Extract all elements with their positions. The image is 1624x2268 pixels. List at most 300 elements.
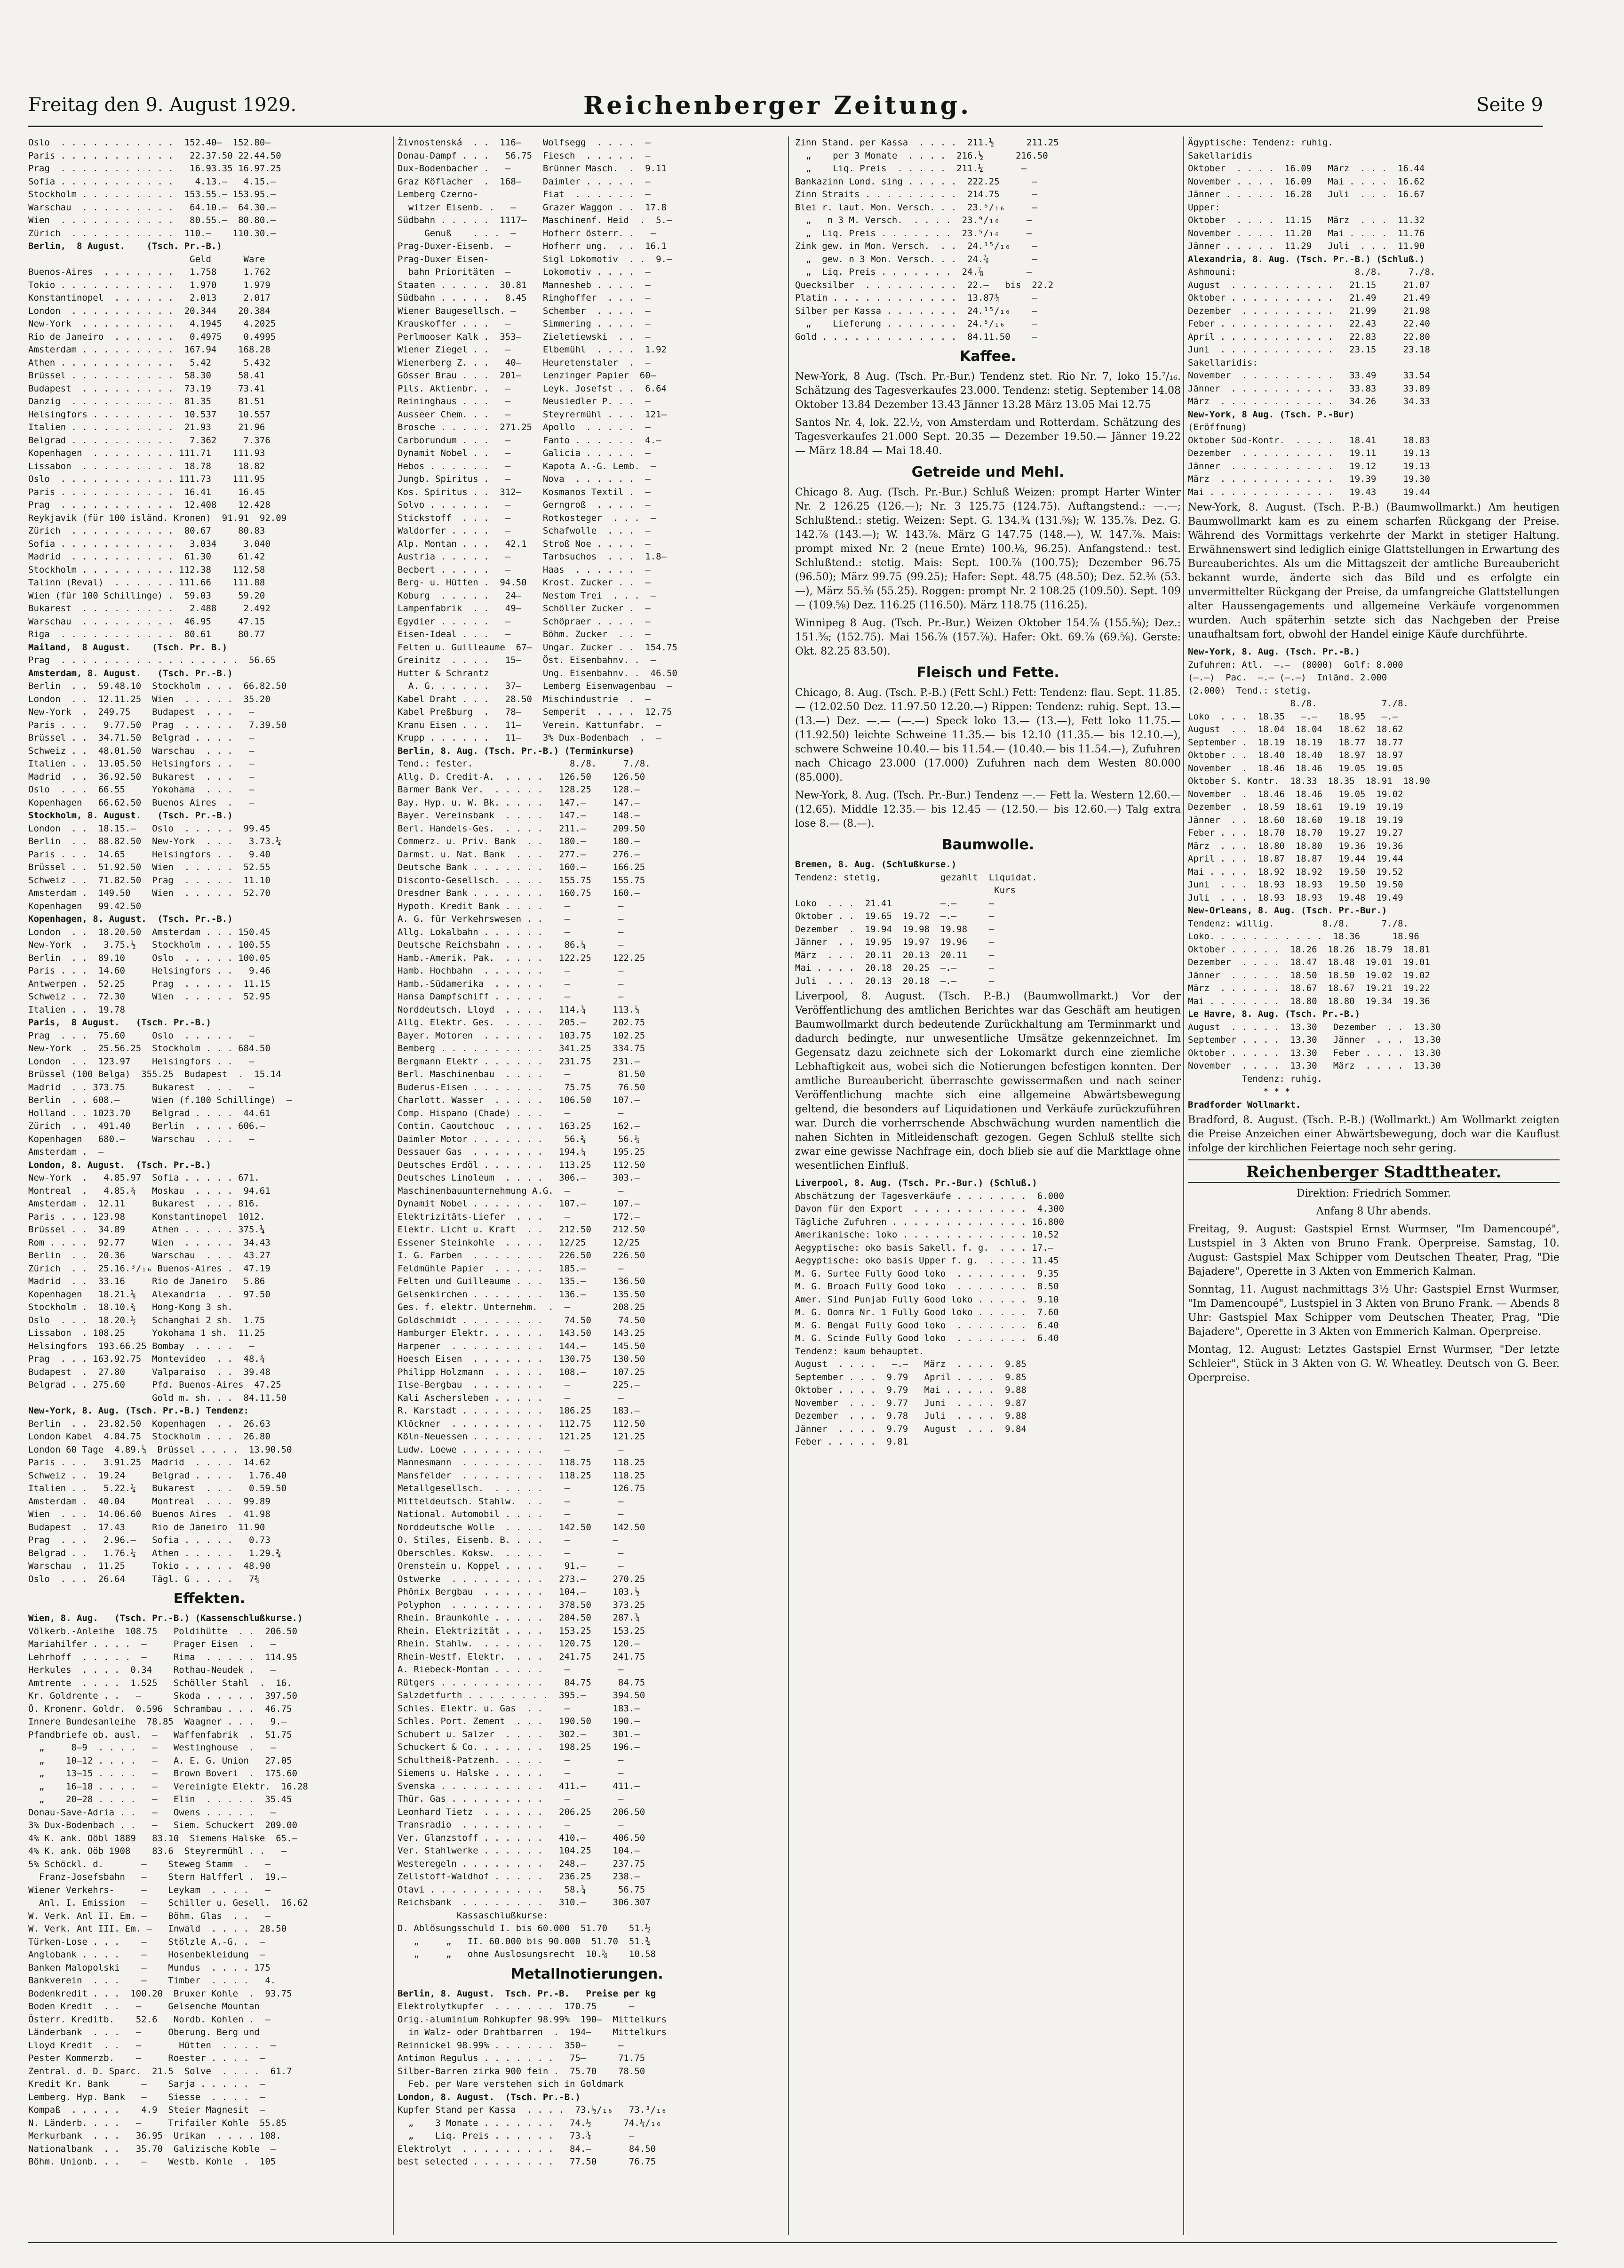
text-line: New-York . 25.56.25 Stockholm . . . 684.50 bbox=[28, 1043, 271, 1054]
text-line: Lissabon . . . . . . . . . 18.78 18.82 bbox=[28, 461, 265, 471]
text-line: Schles. Elektr. u. Gas . . — 183.— bbox=[398, 1703, 640, 1714]
text-line: Ludw. Loewe . . . . . . . . — — bbox=[398, 1444, 624, 1455]
market-heading: New-York, 8 Aug. (Tsch. P.-Bur) bbox=[1188, 409, 1355, 420]
text-line: O. Stiles, Eisenb. B. . . . — — bbox=[398, 1535, 618, 1545]
text-line: M. G. Oomra Nr. 1 Fully Good loko . . . . . 7.60 bbox=[795, 1307, 1059, 1318]
text-line: Hansa Dampfschiff . . . . . — — bbox=[398, 991, 624, 1002]
text-line: Schultheiß-Patzenh. . . . . — — bbox=[398, 1755, 624, 1765]
text-line: Allg. Lokalbahn . . . . . . — — bbox=[398, 926, 624, 937]
text-line: Hebos . . . . . . — Kapota A.-G. Lemb. — bbox=[398, 461, 656, 471]
text-line: Leonhard Tietz . . . . . . 206.25 206.50 bbox=[398, 1806, 645, 1817]
text-line: 8./8. 7./8. bbox=[1188, 698, 1409, 709]
text-line: Lloyd Kredit . . — Hütten . . . . — bbox=[28, 2040, 276, 2051]
text-line: Stockholm . . . . . . . . . 153.55.— 153.95.— bbox=[28, 189, 276, 200]
text-line: Hamb.-Südamerika . . . . . — — bbox=[398, 978, 624, 989]
text-line: Kopenhagen 18.21.⅛ Alexandria . . 97.50 bbox=[28, 1289, 271, 1300]
text-line: Nationalbank . . 35.70 Galizische Koble — bbox=[28, 2143, 276, 2154]
text-line: A. G. für Verkehrswesen . . — — bbox=[398, 914, 624, 924]
text-line: Egydier . . . . . — Schöpraer . . . . — bbox=[398, 616, 651, 627]
text-line: „ Liq. Preis . . . . . . . 23.⁵/₁₆ — bbox=[795, 228, 1032, 239]
text-line: Tendenz: willig. 8./8. 7./8. bbox=[1188, 918, 1409, 929]
text-line: Alp. Montan . . . 42.1 Stroß Noe . . . . — bbox=[398, 538, 651, 549]
report-paragraph: Chicago 8. Aug. (Tsch. Pr.-Bur.) Schluß Weizen: prompt Harter Winter Nr. 2 126.25 (126.—); Nr. 3 125.75 (124.75). Auftangstend.: —.—; Schlußtend.: stetig. Weizen: Sept. G. 134.¾ (131.⅝); W. 135.⅞. Dez. G. 142.⅞ (143.—); W. 143.⅞. März G 147.75 (148.—), W. 147.⅞. Mais: prompt mixed Nr. 2 (neue Ernte) 100.⅛, 96.25). Anfangstend.: test. Schlußtend.: stetig. Mais: Sept. 100.⅞ (100.75); Dezember 96.75 (96.50); März 99.75 (99.25); Hafer: Sept. 48.75 (48.50); Dez. 52.⅜ (53.—), März 55.⅝ (55.25). Roggen: prompt Nr. 2 108.25 (109.50). Sept. 109 — (109.⅝) Dez. 116.25 (116.50). März 118.75 (116.25). bbox=[795, 487, 1181, 611]
text-line: März . . . . . . . . . . . 19.39 19.30 bbox=[1188, 474, 1430, 484]
text-line: Jänner . . 19.95 19.97 19.96 — bbox=[795, 937, 995, 947]
text-line: Helsingfors . . . . . . . . 10.537 10.557 bbox=[28, 409, 271, 420]
text-line: Allg. D. Credit-A. . . . . 126.50 126.50 bbox=[398, 771, 645, 782]
text-line: Stockholm . . . . . . . . . 112.38 112.58 bbox=[28, 564, 265, 575]
column-divider bbox=[1183, 136, 1184, 2235]
market-heading: Bradforder Wollmarkt. bbox=[1188, 1099, 1301, 1110]
text-line: Mai . . . . 20.18 20.25 —.— — bbox=[795, 963, 995, 973]
text-line: Südbahn . . . . . 8.45 Ringhoffer . . . — bbox=[398, 293, 651, 303]
text-line: Berlin . . 23.82.50 Kopenhagen . . 26.63 bbox=[28, 1418, 271, 1429]
text-line: Paris . . . 14.60 Helsingfors . . 9.46 bbox=[28, 966, 271, 976]
report-paragraph: Liverpool, 8. August. (Tsch. P.-B.) (Baumwollmarkt.) Vor der Veröffentlichung des amtlichen Berichtes war das Geschäft am heutigen Baumwollmarkt durch bedeutende Zurückhaltung am Terminmarkt und dadurch bedingte, nur unwesentliche Umsätze gekennzeichnet. Im Gegensatz dazu zeichnete sich der Lokomarkt durch eine ziemliche Lebhaftigkeit aus, wobei sich die Notierungen befestigen konnten. Der amtliche Bureaubericht überraschte gewissermaßen und nach seiner Veröffentlichung machte sich eine allgemeine Abwärtsbewegung geltend, die besonders auf Liquidationen und Verkäufe zurückzuführen war. Durch die vorherrschende Abschwächung wurden namentlich die nahen Sichten in Mitleidenschaft gezogen. Gegen Schluß stellte sich zwar eine gewisse Nachfrage ein, doch blieb sie auf die Marktlage ohne wesentlichen Einfluß. bbox=[795, 990, 1181, 1172]
text-line: Jänner . . . . 9.79 August . . . 9.84 bbox=[795, 1423, 1027, 1434]
text-line: Mariahilfer . . . . — Prager Eisen . — bbox=[28, 1639, 276, 1649]
text-line: Berlin . . 88.82.50 New-York . . . 3.73.¼ bbox=[28, 836, 281, 847]
text-line: London . . 18.20.50 Amsterdam . . . 150.45 bbox=[28, 926, 271, 937]
text-line: Kredit Kr. Bank — Sarja . . . . . — bbox=[28, 2079, 265, 2089]
text-line: Berlin . . 89.10 Oslo . . . . . 100.05 bbox=[28, 952, 271, 963]
text-line: London . . 18.15.— Oslo . . . . . 99.45 bbox=[28, 823, 271, 834]
text-line: Oktober . . 18.40 18.40 18.97 18.97 bbox=[1188, 750, 1403, 760]
text-line: Brüssel (100 Belga) 355.25 Budapest . 15.14 bbox=[28, 1069, 281, 1079]
market-heading: Stockholm, 8. August. (Tsch. Pr.-B.) bbox=[28, 810, 233, 821]
text-line: Pester Kommerzb. — Roester . . . . — bbox=[28, 2053, 265, 2063]
text-line: Sakellaridis: bbox=[1188, 357, 1258, 368]
text-line: November . . . . 11.20 Mai . . . . 11.76 bbox=[1188, 228, 1425, 239]
text-line: Zentral. d. D. Sparc. 21.5 Solve . . . . 61.7 bbox=[28, 2066, 292, 2076]
text-line: „ 13—15 . . . . — Brown Boveri . 175.60 bbox=[28, 1768, 297, 1779]
text-line: Koburg . . . . . 24— Nestom Trei . . . — bbox=[398, 590, 656, 601]
text-line: Gelsenkirchen . . . . . . . 136.— 135.50 bbox=[398, 1289, 645, 1300]
text-line: September . . . . 13.30 Jänner . . . 13.30 bbox=[1188, 1035, 1441, 1045]
text-line: Italien . . 13.05.50 Helsingfors . . — bbox=[28, 759, 255, 769]
market-heading: Kopenhagen, 8. August. (Tsch. Pr.-B.) bbox=[28, 914, 233, 924]
text-line: Bayer. Vereinsbank . . . . 147.— 148.— bbox=[398, 810, 640, 821]
text-line: Davon für den Export . . . . . . . . . . . 4.300 bbox=[795, 1204, 1064, 1214]
text-line: R. Karstadt . . . . . . . . 186.25 183.— bbox=[398, 1406, 640, 1416]
text-line: Aegyptische: oko basis Sakell. f. g. . . . 17.— bbox=[795, 1242, 1054, 1253]
text-line: Schweiz . . 19.24 Belgrad . . . . 1.76.40 bbox=[28, 1470, 287, 1481]
text-line: Sofia . . . . . . . . . . . 4.13.— 4.15.— bbox=[28, 176, 276, 187]
text-line: Krupp . . . . . . 11— 3% Dux-Bodenbach . — bbox=[398, 733, 661, 743]
text-line: Rhein. Braunkohle . . . . . 284.50 287.¾ bbox=[398, 1613, 640, 1623]
text-line: Amer. Sind Punjab Fully Good loko . . . . . 9.10 bbox=[795, 1294, 1059, 1305]
text-line: November . . . . . . . . . 33.49 33.54 bbox=[1188, 370, 1430, 381]
text-line: W. Verk. Ant III. Em. — Inwald . . . . 28.50 bbox=[28, 1924, 287, 1934]
text-line: Otavi . . . . . . . . . . . 58.¾ 56.75 bbox=[398, 1884, 645, 1895]
text-line: Oktober . . . . . . . . . . 21.49 21.49 bbox=[1188, 293, 1430, 303]
text-line: Belgrad . . 275.60 Pfd. Buenos-Aires 47.25 bbox=[28, 1380, 281, 1390]
text-line: Wien (für 100 Schillinge) . 59.03 59.20 bbox=[28, 590, 265, 601]
market-heading: Mailand, 8 August. (Tsch. Pr. B.) bbox=[28, 642, 228, 653]
text-line: Berl. Handels-Ges. . . . . 211.— 209.50 bbox=[398, 823, 645, 834]
text-line: Felten u. Guilleaume 67— Ungar. Zucker . . 154.75 bbox=[398, 642, 677, 653]
text-line: Warschau . . . . . . . . . 46.95 47.15 bbox=[28, 616, 265, 627]
text-line: Salzdetfurth . . . . . . . . 395.— 394.50 bbox=[398, 1690, 645, 1701]
text-line: Dezember . 18.59 18.61 19.19 19.19 bbox=[1188, 802, 1403, 812]
text-line: April . . . 18.87 18.87 19.44 19.44 bbox=[1188, 854, 1403, 864]
text-line: Madrid . . 33.16 Rio de Janeiro 5.86 bbox=[28, 1276, 265, 1286]
text-line: Rhein. Elektrizität . . . . 153.25 153.25 bbox=[398, 1625, 645, 1636]
text-line: Budapest . 17.43 Rio de Janeiro 11.90 bbox=[28, 1522, 265, 1533]
text-line: Gösser Brau . . . 201— Lenzinger Papier 60— bbox=[398, 370, 656, 381]
text-line: Greinitz . . . . 15— Öst. Eisenbahnv. . — bbox=[398, 655, 656, 665]
text-line: Juni . . . 18.93 18.93 19.50 19.50 bbox=[1188, 879, 1403, 890]
text-line: Thür. Gas . . . . . . . . . — — bbox=[398, 1794, 624, 1804]
text-line: London Kabel 4.84.75 Stockholm . . . 26.80 bbox=[28, 1431, 271, 1442]
section-title: Getreide und Mehl. bbox=[911, 464, 1065, 480]
text-line: Philipp Holzmann . . . . . 108.— 107.25 bbox=[398, 1366, 645, 1377]
text-line: Donau-Save-Adria . . — Owens . . . . . — bbox=[28, 1807, 276, 1818]
text-line: Kopenhagen 680.— Warschau . . . — bbox=[28, 1134, 255, 1144]
report-paragraph: New-York, 8. August. (Tsch. P.-B.) (Baumwollmarkt.) Am heutigen Baumwollmarkt kam es zu einem scharfen Rückgang der Preise. Während des Vormittags verkehrte der Markt in stetiger Haltung. Erwähnenswert sind lediglich einige Glattstellungen in Erwartung des Bureauberichtes. Als um die Mittagszeit der amtliche Bureaubericht bekannt wurde, änderte sich das Bild und es erfolgte ein unvermittelter Rückgang der Preise, da umfangreiche Glattstellungen alter Haussengagements und allgemeine Verkäufe vorgenommen wurden. Auch späterhin setzte sich das Nachgeben der Preise unaufhaltsam fort, obwohl der Handel einige Käufe durchführte. bbox=[1188, 502, 1560, 640]
text-line: W. Verk. Anl II. Em. — Böhm. Glas . . — bbox=[28, 1910, 271, 1921]
text-line: bahn Prioritäten — Lokomotiv . . . . — bbox=[398, 267, 651, 277]
text-line: Orig.-aluminium Rohkupfer 98.99% 190— Mittelkurs bbox=[398, 2014, 667, 2025]
market-heading: New-Orleans, 8. Aug. (Tsch. Pr.-Bur.) bbox=[1188, 905, 1387, 916]
text-line: Bukarest . . . . . . . . . 2.488 2.492 bbox=[28, 603, 271, 614]
text-line: „ Liq. Preis . . . . . 211.¼ — bbox=[795, 163, 1027, 174]
text-line: Gold . . . . . . . . . . . . . 84.11.50 — bbox=[795, 331, 1037, 342]
theater-info: Anfang 8 Uhr abends. bbox=[1316, 1206, 1432, 1217]
report-paragraph: Winnipeg 8 Aug. (Tsch. Pr.-Bur.) Weizen Oktober 154.⅞ (155.⅝); Dez.: 151.⅜; (152.75). Mai 156.⅞ (157.⅞). Hafer: Okt. 69.⅞ (69.⅝). Gerste: Okt. 82.25 83.50). bbox=[795, 617, 1181, 657]
market-heading: Berlin, 8. August. Tsch. Pr.-B. Preise per kg bbox=[398, 1988, 656, 1999]
text-line: Südbahn . . . . . 1117— Maschinenf. Heid . 5.— bbox=[398, 215, 672, 225]
text-line: Graz Köflacher . 168— Daimler . . . . . — bbox=[398, 176, 651, 187]
text-line: Wien . . . . . . . . . . . 80.55.— 80.80.— bbox=[28, 215, 276, 225]
text-line: New-York . 3.75.½ Stockholm . . . 100.55 bbox=[28, 940, 271, 950]
text-line: Jänner . . 18.60 18.60 19.18 19.19 bbox=[1188, 815, 1403, 825]
text-line: Buenos-Aires . . . . . . . 1.758 1.762 bbox=[28, 267, 271, 277]
text-line: Felten und Guilleaume . . . 135.— 136.50 bbox=[398, 1276, 645, 1286]
text-line: Zinn Stand. per Kassa . . . . 211.½ 211.25 bbox=[795, 137, 1059, 148]
text-line: Amsterdam . 12.11 Bukarest . . . 816. bbox=[28, 1198, 260, 1209]
text-line: Lehrhoff . . . . . — Rima . . . . . 114.95 bbox=[28, 1652, 297, 1662]
text-line: Schles. Port. Zement . . . 190.50 190.— bbox=[398, 1716, 640, 1726]
text-line: Charlott. Wasser . . . . . 106.50 107.— bbox=[398, 1095, 640, 1105]
column-2 bbox=[398, 136, 776, 2240]
text-line: M. G. Scinde Fully Good loko . . . . . . . 6.40 bbox=[795, 1333, 1059, 1343]
text-line: Feber . . . . . 9.81 bbox=[795, 1437, 908, 1447]
text-line: Paris . . . . . . . . . . . 16.41 16.45 bbox=[28, 487, 265, 497]
section-title: Kaffee. bbox=[960, 348, 1016, 365]
text-line: Oktober . . 19.65 19.72 —.— — bbox=[795, 911, 995, 921]
text-line: Franz-Josefsbahn — Stern Halfferl . 19.— bbox=[28, 1872, 287, 1882]
text-line: 5% Schöckl. d. — Steweg Stamm . — bbox=[28, 1859, 271, 1869]
text-line: London . . . . . . . . . . 20.344 20.384 bbox=[28, 305, 271, 316]
text-line: „ 16—18 . . . . — Vereinigte Elektr. 16.28 bbox=[28, 1781, 308, 1792]
text-line: Anglobank . . . . — Hosenbekleidung — bbox=[28, 1949, 265, 1960]
text-line: Mai . . . . . . . 18.80 18.80 19.34 19.36 bbox=[1188, 996, 1430, 1006]
text-line: Comp. Hispano (Chade) . . . — — bbox=[398, 1108, 624, 1118]
text-line: Bayer. Motoren . . . . . . 103.75 102.25 bbox=[398, 1030, 645, 1041]
market-heading: Berlin, 8. Aug. (Tsch. Pr.-B.) (Terminkurse) bbox=[398, 745, 635, 756]
text-line: „ „ II. 60.000 bis 90.000 51.70 51.¾ bbox=[398, 1936, 651, 1947]
text-line: Paris . . . 123.98 Konstantinopel 1012. bbox=[28, 1211, 265, 1222]
text-line: I. G. Farben . . . . . . . 226.50 226.50 bbox=[398, 1250, 645, 1261]
text-line: Madrid . . 36.92.50 Bukarest . . . — bbox=[28, 771, 255, 782]
text-line: März . . . 18.80 18.80 19.36 19.36 bbox=[1188, 840, 1403, 851]
page-header bbox=[28, 89, 1543, 127]
text-line: Helsingfors 193.66.25 Bombay . . . . — bbox=[28, 1341, 255, 1351]
text-line: Zürich . . 25.16.³/₁₆ Buenos-Aires . 47.19 bbox=[28, 1263, 271, 1274]
text-line: Dynamit Nobel . . . . . . . 107.— 107.— bbox=[398, 1198, 640, 1209]
text-line: „ gew. n 3 Mon. Versch. . . 24.⅞ — bbox=[795, 254, 1037, 264]
text-line: Quecksilber . . . . . . . . . 22.— bis 22.2 bbox=[795, 280, 1054, 290]
text-line: Tägliche Zufuhren . . . . . . . . . . . . . 16.800 bbox=[795, 1216, 1064, 1227]
text-line: „ 8—9 . . . . — Westinghouse . — bbox=[28, 1742, 276, 1753]
text-line: Loko . . . 21.41 —.— — bbox=[795, 898, 995, 909]
text-line: Schweiz . . 71.82.50 Prag . . . . . 11.10 bbox=[28, 875, 271, 886]
text-line: Amsterdam . . . . . . . . . 167.94 168.28 bbox=[28, 344, 271, 355]
market-heading: London, 8. August. (Tsch. Pr.-B.) bbox=[398, 2092, 581, 2102]
text-line: „ n 3 M. Versch. . . . . 23.⁹/₁₆ — bbox=[795, 215, 1032, 225]
text-line: Siemens u. Halske . . . . . — — bbox=[398, 1768, 624, 1778]
market-heading: Bremen, 8. Aug. (Schlußkurse.) bbox=[795, 859, 957, 870]
text-line: Ostwerke . . . . . . . . . 273.— 270.25 bbox=[398, 1573, 645, 1584]
text-line: Disconto-Gesellsch. . . . . 155.75 155.75 bbox=[398, 875, 645, 886]
theater-info: Direktion: Friedrich Sommer. bbox=[1296, 1188, 1451, 1199]
column-4 bbox=[1188, 136, 1560, 2240]
text-line: Montreal . 4.85.¾ Moskau . . . . 94.61 bbox=[28, 1185, 271, 1196]
text-line: Zufuhren: Atl. —.— (8000) Golf: 8.000 bbox=[1188, 659, 1403, 670]
text-line: Boden Kredit . . — Gelsenche Mountan bbox=[28, 2001, 260, 2012]
text-line: Banken Malopolski — Mundus . . . . 175 bbox=[28, 1962, 271, 1973]
text-line: Loko . . . 18.35 —.— 18.95 —.— bbox=[1188, 711, 1398, 722]
text-line: Kassaschlußkurse: bbox=[398, 1910, 549, 1921]
text-line: Rio de Janeiro . . . . . . 0.4975 0.4995 bbox=[28, 331, 276, 342]
masthead: Reichenberger Zeitung. bbox=[583, 91, 972, 120]
text-line: Feber . . . 18.70 18.70 19.27 19.27 bbox=[1188, 828, 1403, 838]
text-line: „ 3 Monate . . . . . . . 74.½ 74.¼/₁₆ bbox=[398, 2117, 661, 2128]
text-line: Reininghaus . . . — Neusiedler P. . . — bbox=[398, 396, 651, 407]
text-line: März . . . 20.11 20.13 20.11 — bbox=[795, 950, 995, 960]
text-line: Jänner . . . . . 16.28 Juli . . . 16.67 bbox=[1188, 189, 1425, 200]
text-line: Prag . . . . . . . . . . . 12.408 12.428 bbox=[28, 500, 271, 510]
text-line: Lemberg Czerno- Fiat . . . . . . — bbox=[398, 189, 651, 200]
text-line: Tendenz: kaum behauptet. bbox=[795, 1346, 924, 1357]
text-line: Prag-Duxer-Eisenb. — Hofherr ung. . . 16.1 bbox=[398, 241, 667, 251]
text-line: Ilse-Bergbau . . . . . . . — 225.— bbox=[398, 1380, 640, 1390]
text-line: „ Liq. Preis . . . . . . . 24.⅞ — bbox=[795, 267, 1032, 277]
text-line: Staaten . . . . . 30.81 Mannesheb . . . . — bbox=[398, 280, 651, 290]
market-heading: Liverpool, 8. Aug. (Tsch. Pr.-Bur.) (Schluß.) bbox=[795, 1178, 1037, 1188]
column-3 bbox=[795, 136, 1181, 2240]
text-line: Antimon Regulus . . . . . . . 75— 71.75 bbox=[398, 2053, 645, 2063]
text-line: Feb. per Ware verstehen sich in Goldmark bbox=[398, 2079, 624, 2089]
text-line: „ 10—12 . . . . — A. E. G. Union 27.05 bbox=[28, 1755, 292, 1766]
text-line: Genuß . . . — Hofherr österr. . — bbox=[398, 228, 656, 239]
text-line: M. G. Broach Fully Good loko . . . . . . . 8.50 bbox=[795, 1281, 1059, 1292]
text-line: Dux-Bodenbacher . — Brünner Masch. . 9.11 bbox=[398, 163, 667, 174]
text-line: Loko. . . . . . . . . . . 18.36 18.96 bbox=[1188, 931, 1419, 942]
text-line: 3% Dux-Bodenbach . . — Siem. Schuckert 209.00 bbox=[28, 1820, 297, 1830]
market-heading: New-York, 8. Aug. (Tsch. Pr.-B.) Tendenz: bbox=[28, 1406, 249, 1416]
text-line: Contin. Caoutchouc . . . . 163.25 162.— bbox=[398, 1121, 640, 1131]
report-paragraph: Santos Nr. 4, lok. 22.½, von Amsterdam und Rotterdam. Schätzung des Tagesverkaufes 21.000 Sept. 20.35 — Dezember 19.50.— Jänner 19.22 — März 18.84 — Mai 18.40. bbox=[795, 417, 1181, 457]
market-heading: Le Havre, 8. Aug. (Tsch. Pr.-B.) bbox=[1188, 1009, 1361, 1019]
text-line: Sakellaridis bbox=[1188, 150, 1253, 161]
text-line: Transradio . . . . . . . . — — bbox=[398, 1820, 624, 1830]
text-line: November . . . 9.77 Juni . . . . 9.87 bbox=[795, 1398, 1027, 1408]
text-line: Schubert u. Salzer . . . . 302.— 301.— bbox=[398, 1729, 640, 1740]
text-line: Oktober . . . . . 13.30 Feber . . . . 13.30 bbox=[1188, 1047, 1441, 1058]
report-paragraph: Sonntag, 11. August nachmittags 3½ Uhr: Gastspiel Ernst Wurmser, "Im Damencoupé", Lustspiel in 3 Akten von Bruno Frank. — Abends 8 Uhr: Gastspiel Max Schipper vom Deutschen Theater, Prag, "Die Bajadere", Operette in 3 Akten von Emmerich Kalman. Operpreise. bbox=[1188, 1284, 1560, 1338]
text-line: Reichsbank . . . . . . . . 310.— 306.307 bbox=[398, 1897, 651, 1908]
text-line: * * * bbox=[1188, 1086, 1290, 1097]
text-line: Platin . . . . . . . . . . . . 13.87¾ — bbox=[795, 293, 1037, 303]
text-line: Buderus-Eisen . . . . . . . 75.75 76.50 bbox=[398, 1082, 645, 1093]
text-line: August . . 18.04 18.04 18.62 18.62 bbox=[1188, 724, 1403, 735]
column-divider bbox=[788, 136, 789, 2235]
text-line: New-York . 4.85.97 Sofia . . . . . 671. bbox=[28, 1173, 260, 1183]
text-line: Rhein-Westf. Elektr. . . . 241.75 241.75 bbox=[398, 1651, 645, 1662]
section-title: Effekten. bbox=[173, 1590, 246, 1607]
issue-date: Freitag den 9. August 1929. bbox=[28, 94, 297, 116]
text-line: Zürich . . 491.40 Berlin . . . . 606.— bbox=[28, 1121, 265, 1131]
text-line: Amerikanische: loko . . . . . . . . . . . . 10.52 bbox=[795, 1230, 1059, 1240]
text-line: „ Lieferung . . . . . . . 24.⁵/₁₆ — bbox=[795, 319, 1037, 329]
text-line: Prag-Duxer Eisen- Sigl Lokomotiv . . 9.— bbox=[398, 254, 672, 264]
market-heading: Wien, 8. Aug. (Tsch. Pr.-B.) (Kassenschlußkurse.) bbox=[28, 1613, 303, 1623]
text-line: Bemberg . . . . . . . . . . 341.25 334.75 bbox=[398, 1043, 645, 1054]
text-line: Westeregeln . . . . . . . . 248.— 237.75 bbox=[398, 1858, 645, 1869]
text-line: Böhm. Unionb. . . — Westb. Kohle . 105 bbox=[28, 2156, 276, 2167]
text-line: Jänner . . . . . . . . . . 19.12 19.13 bbox=[1188, 461, 1430, 471]
text-line: Maschinenbauunternehmung A.G. — — bbox=[398, 1185, 624, 1196]
text-line: Paris . . . 9.77.50 Prag . . . . . 7.39.50 bbox=[28, 719, 287, 730]
text-line: Jänner . . . . . . . . . . 33.83 33.89 bbox=[1188, 383, 1430, 394]
text-line: Deutsches Linoleum . . . . 306.— 303.— bbox=[398, 1173, 640, 1183]
text-line: Abschätzung der Tagesverkäufe . . . . . . . 6.000 bbox=[795, 1190, 1064, 1201]
text-line: Belgrad . . 1.76.¼ Athen . . . . . 1.29.¾ bbox=[28, 1548, 281, 1558]
text-line: Amsterdam . 149.50 Wien . . . . . 52.70 bbox=[28, 888, 271, 898]
text-line: Carborundum . . . — Fanto . . . . . . 4.— bbox=[398, 435, 661, 446]
text-line: Ö. Kronenr. Goldr. 0.596 Schrambau . . . 46.75 bbox=[28, 1703, 292, 1714]
text-line: Dezember . . . . . . . . . 19.11 19.13 bbox=[1188, 448, 1430, 458]
market-heading: Paris, 8 August. (Tsch. Pr.-B.) bbox=[28, 1017, 211, 1028]
theater-title: Reichenberger Stadttheater. bbox=[1188, 1159, 1560, 1183]
text-line: Innere Bundesanleihe 78.85 Waagner . . . 9.— bbox=[28, 1717, 287, 1727]
bottom-rule bbox=[28, 2242, 1557, 2243]
text-line: Oberschles. Koksw. . . . . — — bbox=[398, 1548, 624, 1558]
report-paragraph: New-York, 8. Aug. (Tsch. Pr.-Bur.) Tendenz —.— Fett la. Western 12.60.— (12.65). Middle 12.35.— bis 12.45 — (12.50.— bis 12.60.—) Talg extra lose 8.— (8.—). bbox=[795, 790, 1181, 830]
text-line: Blei r. laut. Mon. Versch. . . 23.⁵/₁₆ — bbox=[795, 202, 1037, 213]
text-line: „ per 3 Monate . . . . 216.½ 216.50 bbox=[795, 150, 1048, 161]
text-line: Lemberg. Hyp. Bank — Siesse . . . . — bbox=[28, 2092, 265, 2102]
section-title: Fleisch und Fette. bbox=[916, 664, 1059, 681]
text-line: Talinn (Reval) . . . . . . 111.66 111.88 bbox=[28, 577, 265, 588]
text-line: Elektrolytkupfer . . . . . . 170.75 — bbox=[398, 2001, 635, 2012]
text-line: Prag . . . 75.60 Oslo . . . . . — bbox=[28, 1030, 255, 1041]
market-heading: Berlin, 8 August. (Tsch. Pr.-B.) bbox=[28, 241, 222, 251]
text-line: Dezember . 19.94 19.98 19.98 — bbox=[795, 924, 995, 934]
text-line: London . . 12.11.25 Wien . . . . . 35.20 bbox=[28, 694, 271, 704]
text-line: Kurs bbox=[795, 885, 1016, 895]
text-line: Bankazinn Lond. sing . . . . . 222.25 — bbox=[795, 176, 1037, 187]
text-line: Mai . . . . . . . . . . . . 19.43 19.44 bbox=[1188, 487, 1430, 497]
text-line: Stickstoff . . . — Rotkosteger . . . — bbox=[398, 512, 656, 523]
text-line: Berg- u. Hütten . 94.50 Krost. Zucker . . — bbox=[398, 577, 651, 588]
text-line: Wiener Baugesellsch. — Schember . . . . — bbox=[398, 305, 651, 316]
text-line: Wien . . . 14.06.60 Buenos Aires . 41.98 bbox=[28, 1509, 271, 1519]
text-line: Italien . . . . . . . . . . 21.93 21.96 bbox=[28, 422, 265, 432]
text-line: M. G. Surtee Fully Good loko . . . . . . . 9.35 bbox=[795, 1268, 1059, 1279]
text-line: Brüssel . . . . . . . . . . 58.30 58.41 bbox=[28, 370, 265, 381]
text-line: Mai . . . . 18.92 18.92 19.50 19.52 bbox=[1188, 866, 1403, 877]
text-line: Schweiz . . 72.30 Wien . . . . . 52.95 bbox=[28, 991, 271, 1002]
text-line: Waldorfer . . . . — Schafwolle . . . — bbox=[398, 526, 651, 536]
text-line: Hamb.-Amerik. Pak. . . . . 122.25 122.25 bbox=[398, 952, 645, 963]
text-line: Tokio . . . . . . . . . . . 1.970 1.979 bbox=[28, 280, 271, 290]
text-line: Silber-Barren zirka 900 fein . 75.70 78.50 bbox=[398, 2066, 645, 2076]
text-line: Danzig . . . . . . . . . . 81.35 81.51 bbox=[28, 396, 265, 407]
report-paragraph: Freitag, 9. August: Gastspiel Ernst Wurmser, "Im Damencoupé", Lustspiel in 3 Akten von Bruno Frank. Operpreise. Samstag, 10. August: Gastspiel Max Schipper vom Deutschen Theater, Prag, "Die Bajadere", Operette in 3 Akten von Emmerich Kalman. bbox=[1188, 1223, 1560, 1278]
text-line: National. Automobil . . . . — — bbox=[398, 1509, 624, 1519]
text-line: 4% K. ank. Oöb 1908 83.6 Steyrermühl . . — bbox=[28, 1846, 287, 1856]
text-line: Rom . . . . 92.77 Wien . . . . . 34.43 bbox=[28, 1237, 271, 1248]
text-line: Oktober S. Kontr. 18.33 18.35 18.91 18.90 bbox=[1188, 776, 1430, 786]
text-line: London . . 123.97 Helsingfors . . — bbox=[28, 1056, 255, 1067]
text-line: Mansfelder . . . . . . . . 118.25 118.25 bbox=[398, 1470, 645, 1481]
text-line: Živnostenská . . 116— Wolfsegg . . . . — bbox=[398, 137, 651, 148]
text-line: (—.—) Pac. —.— (—.—) Inländ. 2.000 bbox=[1188, 672, 1387, 683]
report-paragraph: Chicago, 8. Aug. (Tsch. P.-B.) (Fett Schl.) Fett: Tendenz: flau. Sept. 11.85.— (12.02.50 Dez. 11.97.50 12.20.—) Rippen: Tendenz: ruhig. Sept. 13.— (13.—) Dez. —.— (—.—) Speck loko 13.— (13.—), Fett loko 11.75.— (11.92.50) leichte Schweine 11.35.— bis 12.10 (11.35.— bis 12.10.—), schwere Schweine 10.40.— bis 11.54.— (10.40.— bis 11.54.—), Zufuhren nach Chicago 23.000 (17.000) Zufuhren nach dem Westen 80.000 (85.000). bbox=[795, 687, 1181, 783]
text-line: Brüssel . . 51.92.50 Wien . . . . . 52.55 bbox=[28, 862, 271, 872]
text-line: Juli . . . 20.13 20.18 —.— — bbox=[795, 975, 995, 986]
text-line: Deutsche Reichsbahn . . . . 86.¼ — bbox=[398, 940, 624, 950]
text-line: Kompaß . . . . . 4.9 Steier Magnesit — bbox=[28, 2105, 265, 2115]
text-line: Österr. Kreditb. 52.6 Nordb. Kohlen . — bbox=[28, 2014, 271, 2025]
text-line: Italien . . 19.78 bbox=[28, 1004, 125, 1015]
text-line: Kabel Preßburg . 78— Semperit . . . . 12.75 bbox=[398, 707, 672, 717]
text-line: Köln-Neuessen . . . . . . . 121.25 121.25 bbox=[398, 1431, 645, 1442]
text-line: Tendenz: ruhig. bbox=[1188, 1073, 1322, 1084]
text-line: (Eröffnung) bbox=[1188, 422, 1247, 432]
text-line: Kr. Goldrente . . — Skoda . . . . . 397.50 bbox=[28, 1691, 297, 1701]
text-line: Madrid . . . . . . . . . . 61.30 61.42 bbox=[28, 551, 265, 562]
text-line: Antwerpen . 52.25 Prag . . . . . 11.15 bbox=[28, 978, 271, 989]
text-line: 4% K. ank. Oöbl 1889 83.10 Siemens Halske 65.— bbox=[28, 1833, 297, 1844]
text-line: Reinnickel 98.99% . . . . . . 350— — bbox=[398, 2040, 624, 2051]
page-number: Seite 9 bbox=[1476, 94, 1543, 116]
text-line: Dezember . . . 9.78 Juli . . . . 9.88 bbox=[795, 1411, 1027, 1421]
text-line: Zürich . . . . . . . . . . 110.— 110.30.— bbox=[28, 228, 276, 239]
text-line: November . . . . 13.30 März . . . . 13.30 bbox=[1188, 1061, 1441, 1071]
text-line: Zinn Straits . . . . . . . . . 214.75 — bbox=[795, 189, 1037, 200]
text-line: November . 18.46 18.46 19.05 19.05 bbox=[1188, 763, 1403, 774]
text-line: Dessauer Gas . . . . . . . 194.¼ 195.25 bbox=[398, 1147, 645, 1157]
text-line: Prag . . . 2.96.— Sofia . . . . . 0.73 bbox=[28, 1535, 271, 1545]
text-line: Darmst. u. Nat. Bank . . . 277.— 276.— bbox=[398, 849, 640, 860]
text-line: Kopenhagen 99.42.50 bbox=[28, 901, 142, 911]
text-line: Orenstein u. Koppel . . . . 91.— — bbox=[398, 1561, 624, 1571]
text-line: Sofia . . . . . . . . . . . 3.034 3.040 bbox=[28, 538, 271, 549]
text-line: Bodenkredit . . . 100.20 Bruxer Kohle . 93.75 bbox=[28, 1988, 292, 1999]
text-line: Konstantinopel . . . . . . 2.013 2.017 bbox=[28, 293, 271, 303]
text-line: September . . . 9.79 April . . . . 9.85 bbox=[795, 1372, 1027, 1382]
market-heading: New-York, 8. Aug. (Tsch. Pr.-B.) bbox=[1188, 647, 1361, 657]
text-line: „ 20—28 . . . . — Elin . . . . . 35.45 bbox=[28, 1794, 292, 1805]
text-line: Kopenhagen . . . . . . . . 111.71 111.93 bbox=[28, 448, 265, 458]
report-paragraph: Bradford, 8. August. (Tsch. P.-B.) (Wollmarkt.) Am Wollmarkt zeigten die Preise Anzeichen einer Abwärtsbewegung, doch war die Kauflust infolge der kirchlichen Feiertage noch sehr gering. bbox=[1188, 1114, 1560, 1154]
text-line: Upper: bbox=[1188, 202, 1220, 213]
text-line: April . . . . . . . . . . . 22.83 22.80 bbox=[1188, 331, 1430, 342]
